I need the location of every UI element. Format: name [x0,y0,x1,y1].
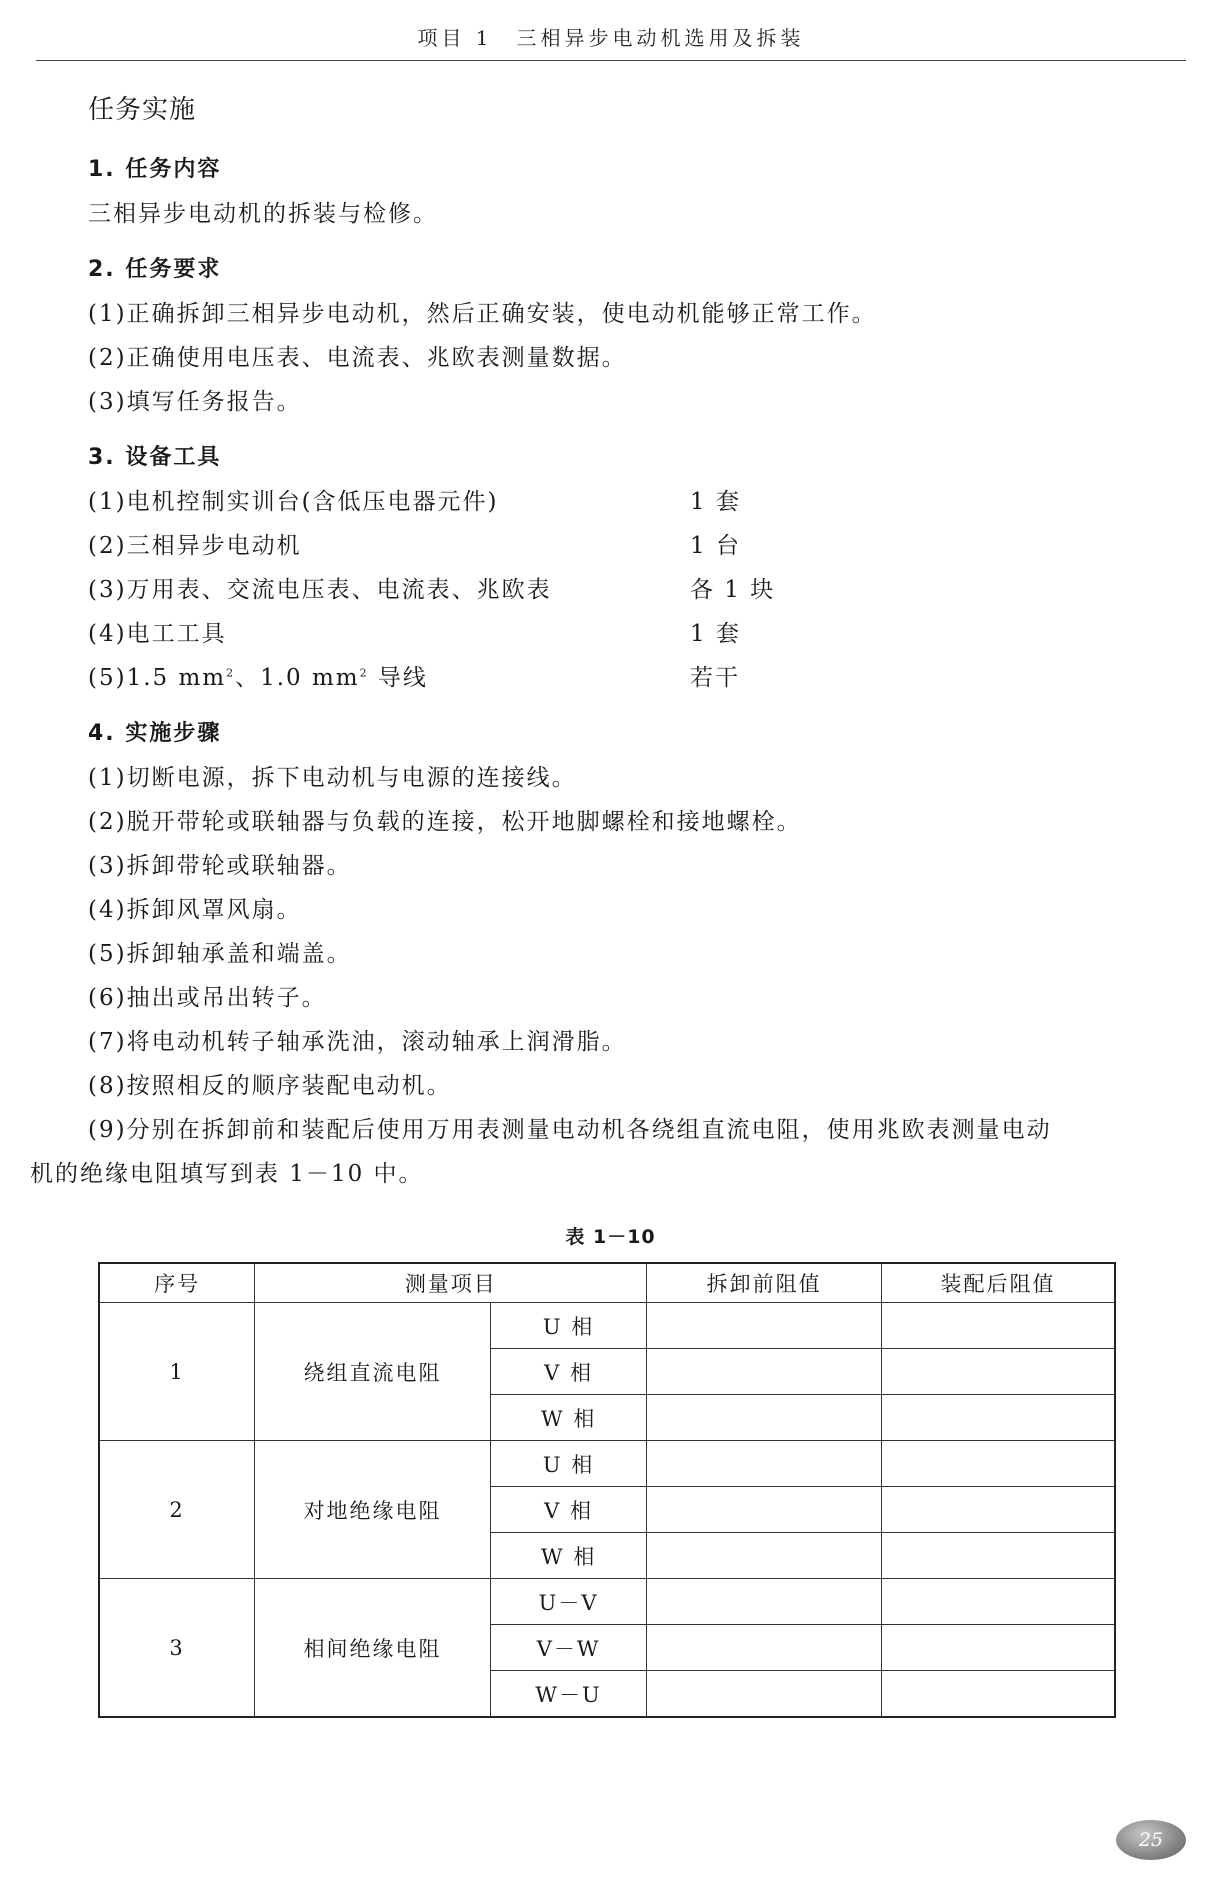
wire-size-1: (5)1.5 mm [88,665,227,691]
equipment-qty: 各 1 块 [690,577,776,603]
group-name: 对地绝缘电阻 [255,1441,491,1579]
requirement-item: (1)正确拆卸三相异步电动机，然后正确安装，使电动机能够正常工作。 [88,301,877,327]
group-seq: 2 [99,1441,255,1579]
header-seq: 序号 [99,1263,255,1303]
sub-item: W 相 [490,1533,647,1579]
step-item: (5)拆卸轴承盖和端盖。 [88,941,352,967]
header-rule [36,60,1186,61]
equipment-heading: 3. 设备工具 [88,445,222,470]
step-item: (8)按照相反的顺序装配电动机。 [88,1073,452,1099]
equipment-name: (3)万用表、交流电压表、电流表、兆欧表 [88,577,552,603]
header-after: 装配后阻值 [881,1263,1115,1303]
equipment-name-wire [88,656,690,700]
step-item: (1)切断电源，拆下电动机与电源的连接线。 [88,765,577,791]
measurement-table [98,1262,1116,1718]
equipment-name: (2)三相异步电动机 [88,533,302,559]
group-seq: 3 [99,1579,255,1718]
step-item: (3)拆卸带轮或联轴器。 [88,853,352,879]
before-value-cell[interactable] [647,1625,882,1671]
task-requirements-heading: 2. 任务要求 [88,257,222,282]
before-value-cell[interactable] [647,1579,882,1625]
group-name: 绕组直流电阻 [255,1303,491,1441]
section-title: 任务实施 [88,95,197,125]
step-line-1: (9)分别在拆卸前和装配后使用万用表测量电动机各绕组直流电阻，使用兆欧表测量电动 [88,1117,1052,1143]
equipment-name: (1)电机控制实训台(含低压电器元件) [88,489,499,515]
sub-item: U 相 [490,1441,647,1487]
equipment-qty: 若干 [690,665,740,691]
header-item: 测量项目 [255,1263,647,1303]
equipment-qty: 1 套 [690,489,741,515]
task-content-text: 三相异步电动机的拆装与检修。 [88,201,438,227]
sub-item: U－V [490,1579,647,1625]
table-header-row [99,1263,1115,1303]
before-value-cell[interactable] [647,1395,882,1441]
after-value-cell[interactable] [881,1441,1115,1487]
after-value-cell[interactable] [881,1625,1115,1671]
step-item: (4)拆卸风罩风扇。 [88,897,302,923]
step-item: (6)抽出或吊出转子。 [88,985,327,1011]
table-row [99,1441,1115,1487]
after-value-cell[interactable] [881,1487,1115,1533]
after-value-cell[interactable] [881,1533,1115,1579]
running-header: 项目 1 三相异步电动机选用及拆装 [417,26,805,50]
group-seq: 1 [99,1303,255,1441]
equipment-row [88,612,1190,656]
superscript: 2 [359,666,369,680]
sub-item: V 相 [490,1349,647,1395]
task-content-heading: 1. 任务内容 [88,157,222,182]
group-name: 相间绝缘电阻 [255,1579,491,1718]
after-value-cell[interactable] [881,1579,1115,1625]
requirement-item: (3)填写任务报告。 [88,389,302,415]
step-item-wrapped [30,1108,1190,1196]
superscript: 2 [226,666,236,680]
requirement-item: (2)正确使用电压表、电流表、兆欧表测量数据。 [88,345,627,371]
wire-label: 导线 [368,665,428,691]
sub-item: U 相 [490,1303,647,1349]
equipment-row [88,524,1190,568]
table-caption: 表 1－10 [565,1226,656,1248]
page-content [30,90,1190,1196]
equipment-qty: 1 套 [690,621,741,647]
equipment-row [88,568,1190,612]
step-line-2: 机的绝缘电阻填写到表 1－10 中。 [30,1161,424,1187]
step-item: (7)将电动机转子轴承洗油，滚动轴承上润滑脂。 [88,1029,627,1055]
before-value-cell[interactable] [647,1671,882,1718]
sub-item: V 相 [490,1487,647,1533]
before-value-cell[interactable] [647,1303,882,1349]
after-value-cell[interactable] [881,1303,1115,1349]
table-row [99,1579,1115,1625]
header-before: 拆卸前阻值 [647,1263,882,1303]
sub-item: W 相 [490,1395,647,1441]
before-value-cell[interactable] [647,1487,882,1533]
sub-item: V－W [490,1625,647,1671]
wire-size-2: 、1.0 mm [235,665,360,691]
before-value-cell[interactable] [647,1533,882,1579]
page-number: 25 [1116,1820,1186,1860]
table-row [99,1303,1115,1349]
steps-heading: 4. 实施步骤 [88,721,222,746]
sub-item: W－U [490,1671,647,1718]
equipment-row [88,480,1190,524]
after-value-cell[interactable] [881,1349,1115,1395]
equipment-name: (4)电工工具 [88,621,227,647]
before-value-cell[interactable] [647,1349,882,1395]
after-value-cell[interactable] [881,1395,1115,1441]
step-item: (2)脱开带轮或联轴器与负载的连接，松开地脚螺栓和接地螺栓。 [88,809,802,835]
equipment-qty: 1 台 [690,533,741,559]
after-value-cell[interactable] [881,1671,1115,1718]
equipment-row [88,656,1190,700]
before-value-cell[interactable] [647,1441,882,1487]
